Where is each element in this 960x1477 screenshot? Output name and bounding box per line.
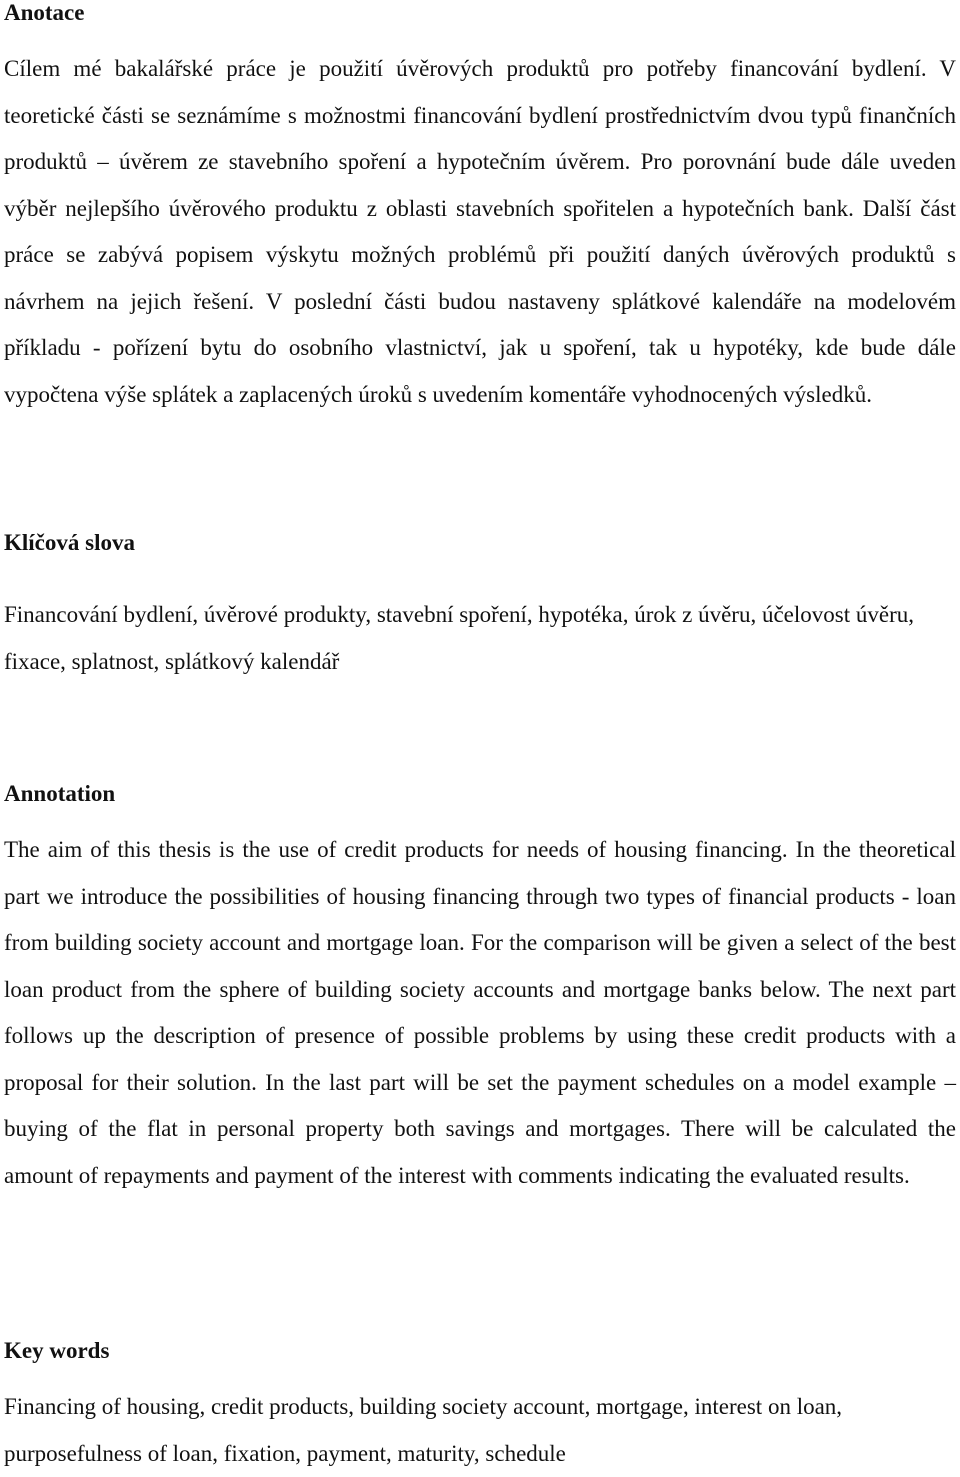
annotation-paragraph: The aim of this thesis is the use of credit products for needs of housing financing. In the theoretical part we introduce the possibilities of housing financing through two types of financial products - loan from building society account and mortgage loan. For the comparison will be given a select of the best loan product from the sphere of building society accounts and mortgage banks below. The next part follows up the description of presence of possible problems by using these credit products with a proposal for their solution. In the last part will be set the payment schedules on a model example – buying of the flat in personal property both savings and mortgages. There will be calculated the amount of repayments and payment of the interest with comments indicating the evaluated results. — [4, 837, 956, 1188]
anotace-heading: Anotace — [4, 0, 85, 25]
key-words-paragraph: Financing of housing, credit products, building society account, mortgage, interest on loan, purposefulness of loan, fixation, payment, maturity, schedule — [4, 1394, 843, 1466]
key-words-heading: Key words — [4, 1338, 110, 1363]
anotace-section — [4, 0, 956, 418]
klicova-slova-heading: Klíčová slova — [4, 530, 135, 555]
key-words-section — [4, 1338, 956, 1477]
annotation-section — [4, 781, 956, 1199]
annotation-heading: Annotation — [4, 781, 116, 806]
anotace-paragraph: Cílem mé bakalářské práce je použití úvěrových produktů pro potřeby financování bydlení. V teoretické části se seznámíme s možnostmi financování bydlení prostřednictvím dvou typů finančních produktů – úvěrem ze stavebního spoření a hypotečním úvěrem. Pro porovnání bude dále uveden výběr nejlepšího úvěrového produktu z oblasti stavebních spořitelen a hypotečních bank. Další část práce se zabývá popisem výskytu možných problémů při použití daných úvěrových produktů s návrhem na jejich řešení. V poslední části budou nastaveny splátkové kalendáře na modelovém příkladu - pořízení bytu do osobního vlastnictví, jak u spoření, tak u hypotéky, kde bude dále vypočtena výše splátek a zaplacených úroků s uvedením komentáře vyhodnocených výsledků. — [4, 56, 956, 407]
klicova-slova-paragraph: Financování bydlení, úvěrové produkty, stavební spoření, hypotéka, úrok z úvěru, účelovost úvěru, fixace, splatnost, splátkový kalendář — [4, 602, 914, 674]
klicova-slova-section — [4, 530, 956, 685]
